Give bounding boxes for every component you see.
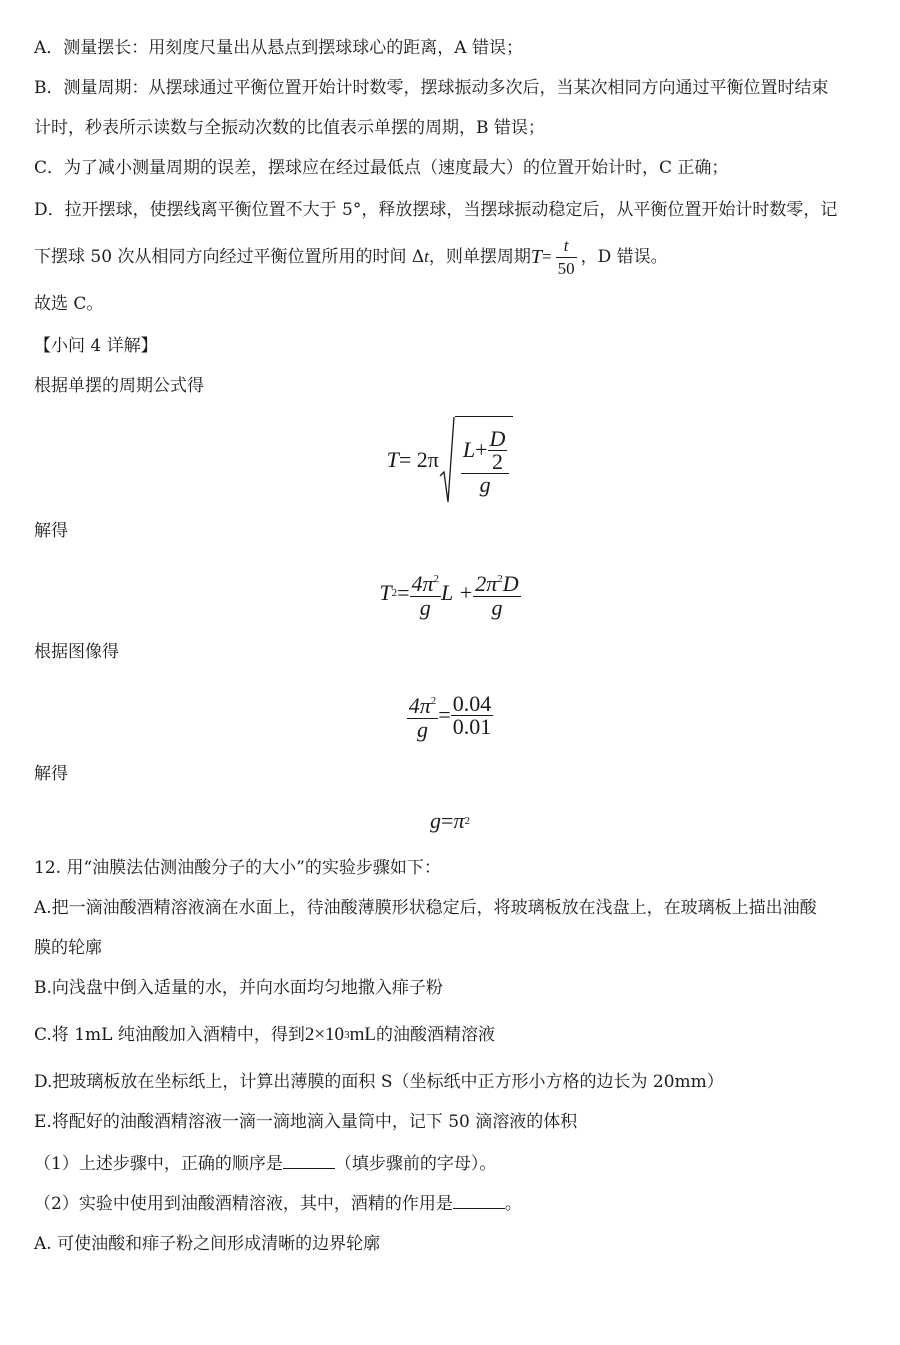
graph-intro: 根据图像得: [34, 642, 119, 662]
eq1-outer-num: [461, 425, 510, 474]
radical-sign-icon: [439, 416, 455, 504]
sub-question-2: [34, 1190, 522, 1216]
eq4-rhs: π: [453, 808, 465, 833]
eq3-f1-sup: 2: [430, 694, 437, 707]
sub-question-1-post: （填步骤前的字母）。: [334, 1154, 497, 1174]
option-b-analysis-line2: 计时，秒表所示读数与全振动次数的比值表示单摆的周期，B 错误；: [34, 118, 545, 138]
step-d: D.把玻璃板放在坐标纸上，计算出薄膜的面积 S（坐标纸中正方形小方格的边长为 20mm）: [34, 1072, 724, 1092]
eq1-L: L: [462, 437, 476, 462]
sub-question-2-pre: （2）实验中使用到油酸酒精溶液，其中，酒精的作用是: [34, 1194, 453, 1214]
eq4-lhs: g: [430, 808, 442, 833]
eq1-equals: = 2π: [398, 447, 439, 472]
step-c-unit: mL: [349, 1024, 376, 1045]
eq1-D: D: [489, 425, 506, 451]
step-e: E.将配好的油酸酒精溶液一滴一滴地滴入量筒中，记下 50 滴溶液的体积: [34, 1112, 578, 1132]
d2-period-symbol: T: [530, 246, 542, 268]
eq1-radicand: [455, 416, 514, 504]
sub-question-1-pre: （1）上述步骤中，正确的顺序是: [34, 1154, 283, 1174]
eq3-f1-num: 4π: [408, 692, 431, 718]
eq2-lhs-sup: 2: [391, 587, 398, 599]
d2-text-pre: 下摆球 50 次从相同方向经过平衡位置所用的时间 Δ: [34, 247, 425, 267]
eq3-f1-den: g: [417, 716, 429, 742]
eq2-mid: L +: [441, 580, 474, 605]
eq2-lhs: T: [379, 580, 392, 605]
option-a-analysis: A．测量摆长：用刻度尺量出从悬点到摆球球心的距离，A 错误；: [34, 38, 523, 58]
eq1-sqrt: [439, 416, 514, 504]
slope-equation: [0, 684, 900, 746]
eq1-plus: +: [475, 437, 488, 462]
option-b-analysis-line1: B．测量周期：从摆球通过平衡位置开始计时数零，摆球振动多次后，当某次相同方向通过平衡位置时结束: [34, 78, 829, 98]
conclusion: 故选 C。: [34, 294, 104, 314]
eq1-two: 2: [491, 448, 503, 474]
step-a-line2: 膜的轮廓: [34, 938, 102, 958]
d2-t: t: [424, 247, 429, 266]
eq3-frac1: [407, 690, 439, 741]
solve-label-1: 解得: [34, 521, 68, 541]
eq2-f2-D: D: [502, 570, 519, 596]
option-d-analysis-line1: D．拉开摆球，使摆线离平衡位置不大于 5°，释放摆球，当摆球振动稳定后，从平衡位置开始计时数零，记: [34, 200, 838, 220]
eq2-f1-num: 4π: [411, 570, 434, 596]
eq3-frac2: [451, 690, 494, 739]
step-c-pre: C.将 1mL 纯油酸加入酒精中，得到: [34, 1025, 305, 1045]
question-12-title: 12. 用“油膜法估测油酸分子的大小”的实验步骤如下：: [34, 858, 441, 878]
answer-blank-2[interactable]: [453, 1190, 505, 1209]
step-c-math: 2×10: [304, 1024, 345, 1045]
eq4-rhs-sup: 2: [464, 815, 470, 827]
eq2-frac2: [473, 568, 520, 619]
solve-label-2: 解得: [34, 764, 68, 784]
period-squared-equation: [0, 562, 900, 624]
sub-question-4-heading: 【小问 4 详解】: [34, 336, 158, 356]
step-a-line1: A.把一滴油酸酒精溶液滴在水面上，待油酸薄膜形状稳定后，将玻璃板放在浅盘上，在玻璃板上描出油酸: [34, 898, 817, 918]
eq3-equals: =: [438, 702, 451, 727]
option-d-analysis-line2: [34, 234, 668, 280]
d2-period-fraction: [556, 235, 577, 280]
formula-intro: 根据单摆的周期公式得: [34, 376, 204, 396]
eq4-equals: =: [441, 808, 454, 833]
d2-frac-num: t: [563, 235, 569, 255]
d2-text-mid: ，则单摆周期: [428, 247, 531, 267]
d2-text-post: ，D 错误。: [580, 247, 668, 267]
pendulum-period-equation: [0, 412, 900, 508]
sub-question-2-post: 。: [504, 1194, 522, 1214]
d2-frac-den: 50: [557, 258, 575, 278]
eq2-equals: =: [397, 580, 410, 605]
eq1-outer-frac: [461, 425, 510, 497]
eq1-inner-frac: [488, 425, 508, 474]
eq2-f2-sup: 2: [497, 572, 503, 585]
eq1-g: g: [479, 471, 491, 497]
option-c-analysis: C．为了减小测量周期的误差，摆球应在经过最低点（速度最大）的位置开始计时，C 正确；: [34, 158, 729, 178]
eq3-f2-num: 0.04: [452, 690, 492, 716]
eq2-f1-sup: 2: [433, 572, 440, 585]
answer-blank-1[interactable]: [283, 1150, 335, 1169]
sub-question-1: [34, 1150, 496, 1176]
eq1-lhs: T: [386, 447, 399, 472]
eq2-f1-den: g: [419, 594, 431, 620]
step-c-post: 的油酸酒精溶液: [375, 1025, 495, 1045]
option-a: A. 可使油酸和痱子粉之间形成清晰的边界轮廓: [34, 1234, 381, 1254]
eq2-f2-num: 2π: [475, 570, 498, 596]
d2-equals: =: [541, 247, 552, 266]
step-b: B.向浅盘中倒入适量的水，并向水面均匀地撒入痱子粉: [34, 978, 443, 998]
eq3-f2-den: 0.01: [452, 713, 492, 739]
gravity-result-equation: [0, 804, 900, 838]
eq2-f2-den: g: [491, 594, 503, 620]
eq2-frac1: [410, 568, 442, 619]
step-c: [34, 1020, 495, 1050]
step-c-sup: 3: [344, 1029, 350, 1041]
